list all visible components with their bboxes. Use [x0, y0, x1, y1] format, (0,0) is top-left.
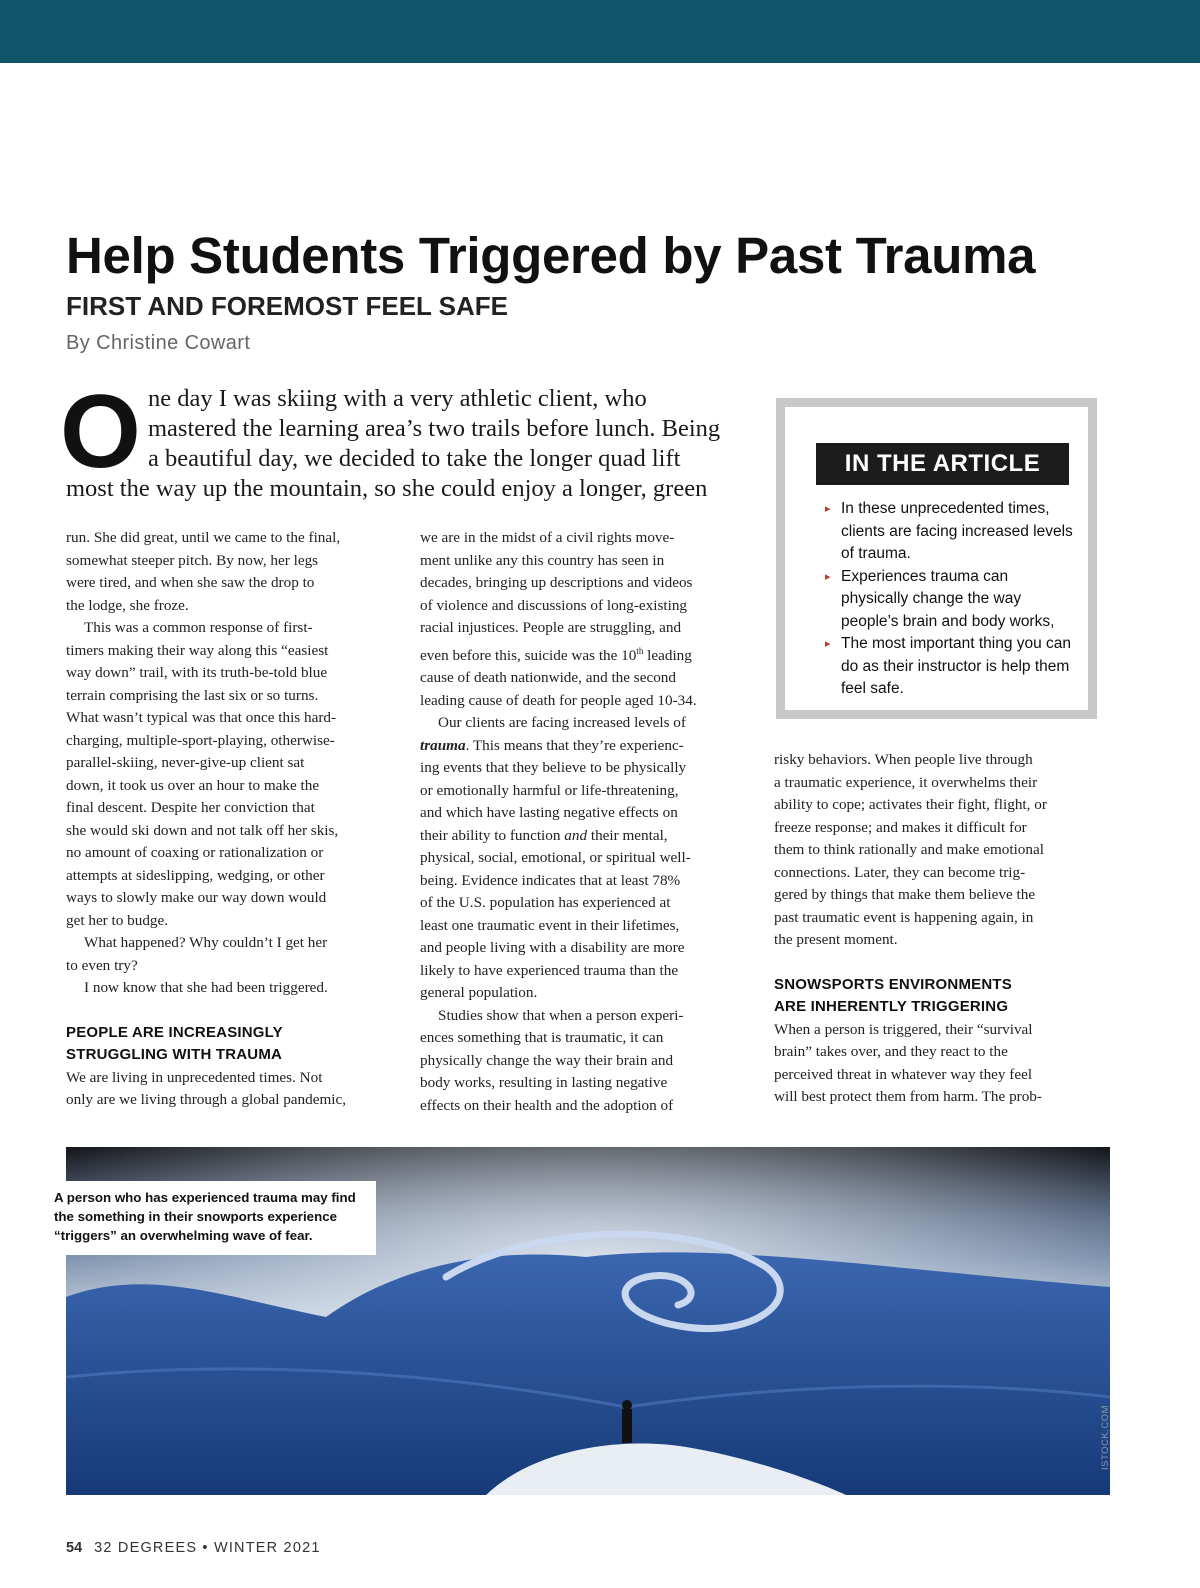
text-line: ability to cope; activates their fight, flight, or — [774, 796, 1047, 813]
text-line: physical, social, emotional, or spiritual well- — [420, 849, 691, 867]
text-line: of violence and discussions of long-existing — [420, 596, 688, 614]
text-line: effects on their health and the adoption of — [420, 1096, 674, 1114]
text-line: final descent. Despite her conviction that — [66, 799, 315, 816]
spacer — [66, 1000, 396, 1022]
text-line: brain” takes over, and they react to the — [774, 1043, 1008, 1060]
drop-cap: O — [60, 374, 141, 490]
text-line: no amount of coaxing or rationalization or — [66, 844, 324, 861]
text-line: ment unlike any this country has seen in — [420, 551, 665, 569]
section-heading: SNOWSPORTS ENVIRONMENTS — [774, 975, 1012, 993]
text-line: Studies show that when a person experi- — [438, 1006, 684, 1024]
text-line: When a person is triggered, their “survival — [774, 1020, 1033, 1038]
text-line: were tired, and when she saw the drop to — [66, 574, 315, 591]
text-line: only are we living through a global pandemic, — [66, 1091, 347, 1108]
text-line: to even try? — [66, 956, 138, 974]
section-heading: PEOPLE ARE INCREASINGLY — [66, 1023, 283, 1041]
text-line: body works, resulting in lasting negative — [420, 1074, 668, 1092]
sidebar-item: ▸ Experiences trauma can physically change the way people’s brain and body works, — [825, 567, 1055, 630]
text-line: connections. Later, they can become trig- — [774, 863, 1026, 881]
article-subtitle: FIRST AND FOREMOST FEEL SAFE — [66, 291, 509, 321]
text-line: risky behaviors. When people live through — [774, 751, 1033, 768]
text-line: Our clients are facing increased levels of — [438, 714, 686, 732]
text-line: we are in the midst of a civil rights move- — [420, 529, 675, 546]
page-footer — [66, 1540, 321, 1556]
photo-credit: ISTOCK.COM — [1100, 1405, 1111, 1470]
text-line: ences something that is traumatic, it can — [420, 1029, 664, 1047]
text-line: This was a common response of first- — [84, 619, 313, 636]
text-line: or emotionally harmful or life-threatening, — [420, 781, 679, 799]
body-column-2 — [420, 527, 750, 1117]
text-line: even before this, suicide was the 10th leading — [420, 645, 692, 664]
person-silhouette — [622, 1409, 632, 1443]
text-line: I now know that she had been triggered. — [84, 979, 328, 996]
publication-info: 32 DEGREES • WINTER 2021 — [94, 1540, 321, 1556]
text-line: down, it took us over an hour to make the — [66, 776, 320, 794]
text-line: What happened? Why couldn’t I get her — [84, 934, 328, 951]
text-line: physically change the way their brain and — [420, 1051, 674, 1069]
text-line: a traumatic experience, it overwhelms their — [774, 773, 1038, 791]
text-line: leading cause of death for people aged 10-34. — [420, 691, 697, 709]
text-line: trauma. This means that they’re experienc- — [420, 736, 684, 754]
text-line: run. She did great, until we came to the final, — [66, 529, 341, 546]
section-heading: STRUGGLING WITH TRAUMA — [66, 1046, 283, 1063]
text-line: the present moment. — [774, 931, 898, 948]
section-heading: ARE INHERENTLY TRIGGERING — [774, 998, 1009, 1015]
triangle-bullet-icon: ▸ — [825, 638, 831, 650]
text-line: least one traumatic event in their lifetimes, — [420, 916, 680, 934]
in-the-article-box — [776, 398, 1097, 719]
text-line: cause of death nationwide, and the second — [420, 669, 676, 687]
text-line: ing events that they believe to be physically — [420, 759, 687, 777]
page-number: 54 — [66, 1540, 83, 1556]
text-line: attempts at sideslipping, wedging, or other — [66, 866, 325, 884]
text-line: the lodge, she froze. — [66, 596, 189, 614]
intro-paragraph — [66, 384, 756, 504]
text-line: perceived threat in whatever way they feel — [774, 1065, 1033, 1083]
text-line: get her to budge. — [66, 911, 169, 929]
photo-caption: A person who has experienced trauma may find the something in their snowports experience “triggers” an overwhelming wave of fear. — [44, 1181, 376, 1255]
body-column-3 — [774, 749, 1104, 1109]
spacer — [774, 952, 1104, 974]
text-line: gered by things that make them believe the — [774, 886, 1036, 903]
triangle-bullet-icon: ▸ — [825, 503, 831, 515]
sidebar-item: ▸ In these unprecedented times, clients are facing increased levels of trauma. — [825, 500, 1073, 562]
triangle-bullet-icon: ▸ — [825, 570, 831, 583]
text-line: decades, bringing up descriptions and videos — [420, 574, 693, 591]
header-bar — [0, 0, 1200, 63]
sidebar-list — [825, 498, 1075, 701]
text-line: likely to have experienced trauma than the — [420, 961, 679, 979]
text-line: We are living in unprecedented times. Not — [66, 1068, 323, 1086]
text-line: timers making their way along this “easiest — [66, 641, 329, 659]
text-line: she would ski down and not talk off her skis, — [66, 821, 339, 839]
text-line: past traumatic event is happening again, in — [774, 908, 1034, 926]
article-title: Help Students Triggered by Past Trauma — [66, 227, 1036, 284]
intro-line: a beautiful day, we decided to take the longer quad lift — [148, 445, 681, 472]
text-line: and people living with a disability are more — [420, 939, 685, 957]
text-line: way down” trail, with its truth-be-told blue — [66, 664, 328, 681]
text-line: parallel-skiing, never-give-up client sat — [66, 754, 305, 771]
text-line: racial injustices. People are struggling, and — [420, 619, 682, 636]
text-line: somewhat steeper pitch. By now, her legs — [66, 551, 319, 569]
text-line: being. Evidence indicates that at least 78% — [420, 871, 681, 889]
sidebar-title: IN THE ARTICLE — [816, 443, 1069, 485]
text-line: freeze response; and makes it difficult for — [774, 818, 1027, 836]
text-line: of the U.S. population has experienced at — [420, 894, 671, 912]
intro-line: most the way up the mountain, so she could enjoy a longer, green — [66, 475, 708, 502]
intro-line: mastered the learning area’s two trails before lunch. Being — [148, 415, 721, 442]
text-line: charging, multiple-sport-playing, otherwise- — [66, 731, 335, 749]
text-line: them to think rationally and make emotional — [774, 841, 1044, 858]
sidebar-item: ▸ The most important thing you can do as their instructor is help them feel safe. — [825, 635, 1072, 697]
text-line: and which have lasting negative effects on — [420, 804, 678, 822]
article-byline: By Christine Cowart — [66, 332, 251, 354]
text-line: What wasn’t typical was that once this hard- — [66, 709, 337, 726]
text-line: will best protect them from harm. The prob- — [774, 1088, 1042, 1105]
text-line: their ability to function and their mental, — [420, 826, 668, 844]
intro-line: ne day I was skiing with a very athletic client, who — [148, 385, 647, 412]
text-line: terrain comprising the last six or so turns. — [66, 686, 319, 704]
text-line: general population. — [420, 984, 538, 1002]
text-line: ways to slowly make our way down would — [66, 889, 327, 906]
body-column-1 — [66, 527, 396, 1112]
person-head — [622, 1400, 632, 1410]
